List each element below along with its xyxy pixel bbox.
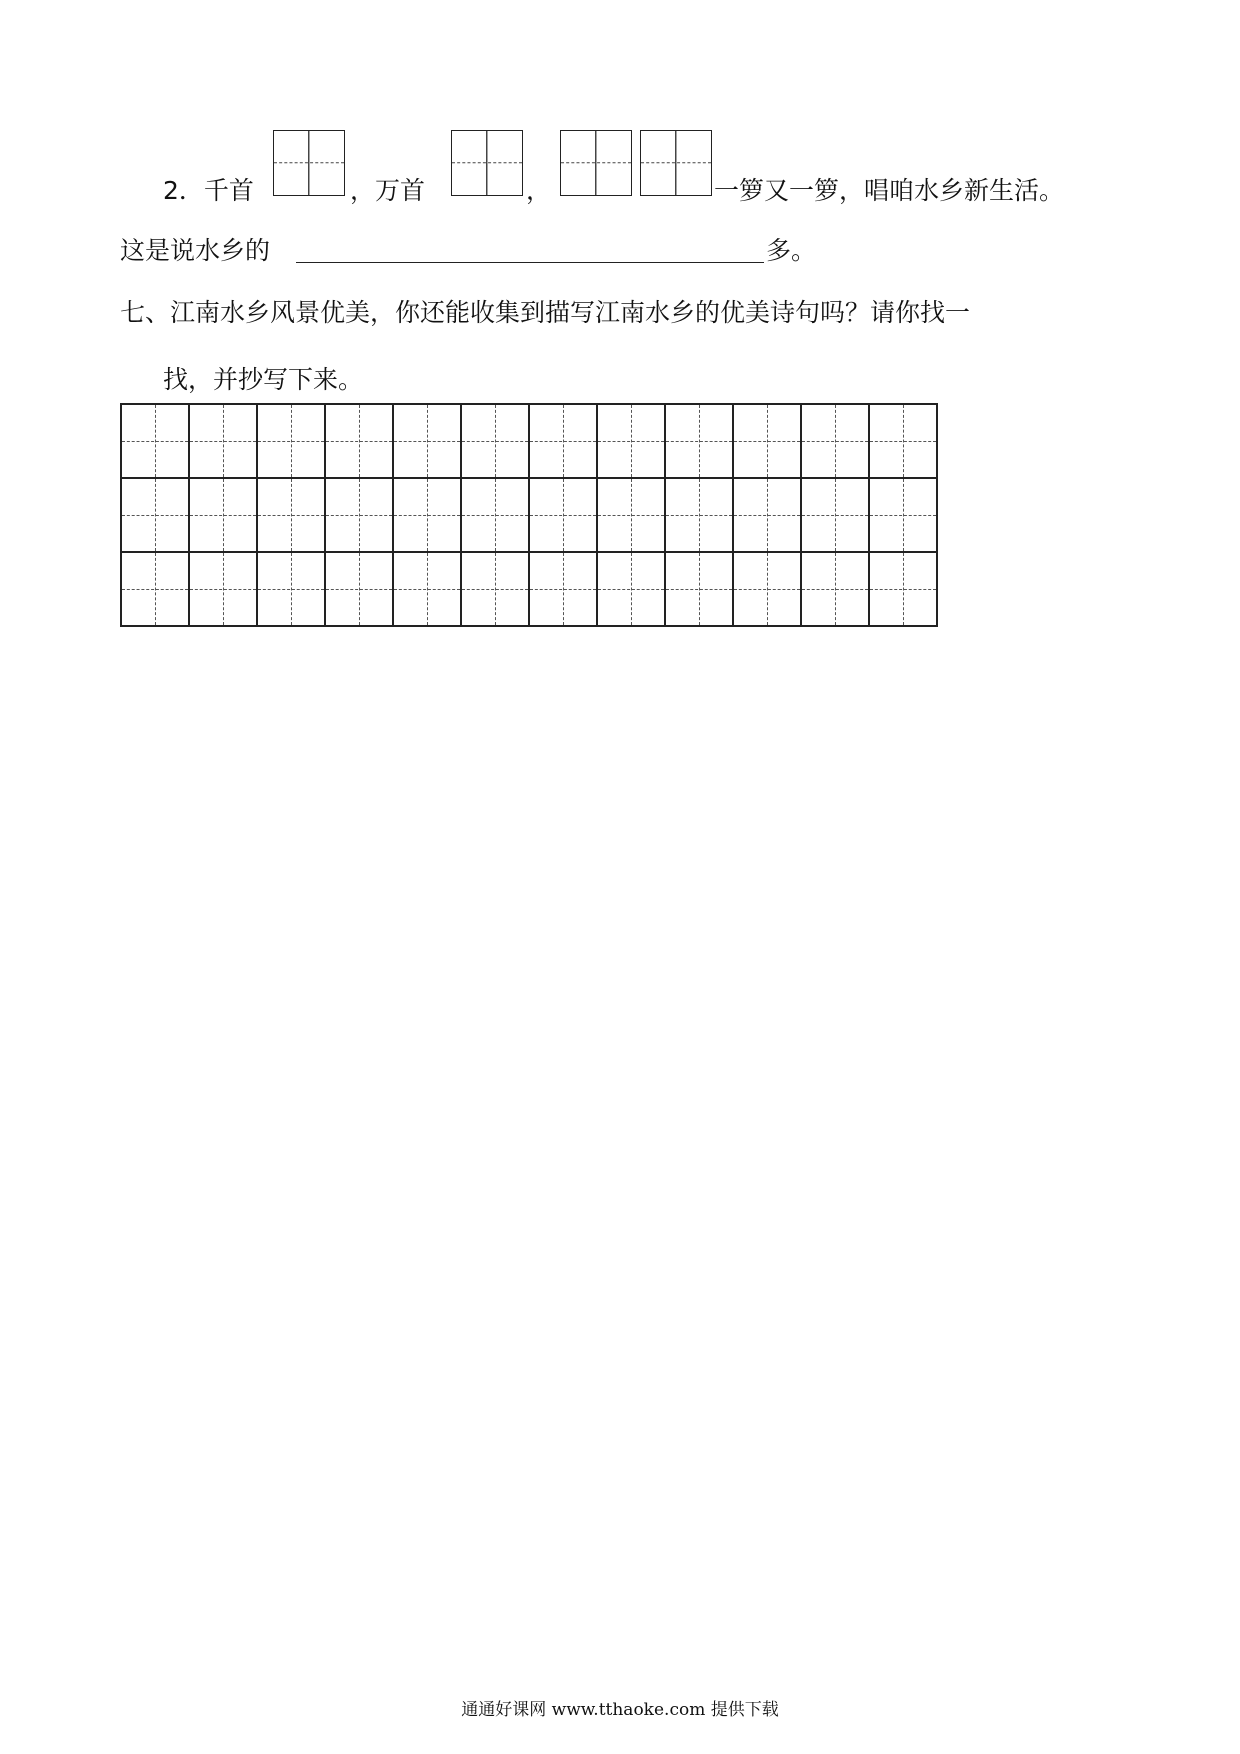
grid-cell[interactable] xyxy=(462,553,530,627)
grid-cell[interactable] xyxy=(190,479,258,553)
grid-cell[interactable] xyxy=(802,479,870,553)
grid-cell[interactable] xyxy=(734,479,802,553)
grid-cell[interactable] xyxy=(666,405,734,479)
q2-line2-end: 多。 xyxy=(766,236,817,265)
writing-grid[interactable] xyxy=(120,403,938,627)
grid-cell[interactable] xyxy=(326,405,394,479)
grid-cell[interactable] xyxy=(870,479,938,553)
grid-cell[interactable] xyxy=(734,405,802,479)
grid-cell[interactable] xyxy=(258,553,326,627)
grid-cell[interactable] xyxy=(666,553,734,627)
q2-text-1: 2．千首 xyxy=(163,176,254,205)
grid-cell[interactable] xyxy=(598,405,666,479)
answer-box-4[interactable] xyxy=(640,130,712,196)
grid-cell[interactable] xyxy=(802,405,870,479)
grid-cell[interactable] xyxy=(802,553,870,627)
grid-cell[interactable] xyxy=(870,405,938,479)
q7-line-2: 找，并抄写下来。 xyxy=(163,365,364,394)
grid-cell[interactable] xyxy=(190,553,258,627)
grid-cell[interactable] xyxy=(598,553,666,627)
q2-text-2: ，万首 xyxy=(350,176,426,205)
q2-line2-start: 这是说水乡的 xyxy=(120,236,271,265)
grid-cell[interactable] xyxy=(734,553,802,627)
grid-cell[interactable] xyxy=(530,479,598,553)
grid-cell[interactable] xyxy=(394,479,462,553)
q2-text-4: 一箩又一箩，唱咱水乡新生活。 xyxy=(714,176,1065,205)
grid-cell[interactable] xyxy=(462,405,530,479)
grid-cell[interactable] xyxy=(870,553,938,627)
grid-cell[interactable] xyxy=(326,553,394,627)
answer-box-3[interactable] xyxy=(560,130,632,196)
grid-cell[interactable] xyxy=(326,479,394,553)
grid-cell[interactable] xyxy=(666,479,734,553)
grid-cell[interactable] xyxy=(122,479,190,553)
grid-cell[interactable] xyxy=(258,479,326,553)
grid-cell[interactable] xyxy=(462,479,530,553)
grid-cell[interactable] xyxy=(530,405,598,479)
grid-cell[interactable] xyxy=(530,553,598,627)
grid-cell[interactable] xyxy=(190,405,258,479)
footer-text: 通通好课网 www.tthaoke.com 提供下载 xyxy=(461,1700,779,1720)
grid-cell[interactable] xyxy=(598,479,666,553)
grid-cell[interactable] xyxy=(122,553,190,627)
q7-line-1: 七、江南水乡风景优美，你还能收集到描写江南水乡的优美诗句吗？请你找一 xyxy=(120,298,971,327)
grid-cell[interactable] xyxy=(394,553,462,627)
answer-box-2[interactable] xyxy=(451,130,523,196)
answer-blank[interactable] xyxy=(296,262,764,263)
grid-cell[interactable] xyxy=(122,405,190,479)
grid-cell[interactable] xyxy=(258,405,326,479)
answer-box-1[interactable] xyxy=(273,130,345,196)
grid-cell[interactable] xyxy=(394,405,462,479)
q2-text-3: ， xyxy=(526,176,552,205)
